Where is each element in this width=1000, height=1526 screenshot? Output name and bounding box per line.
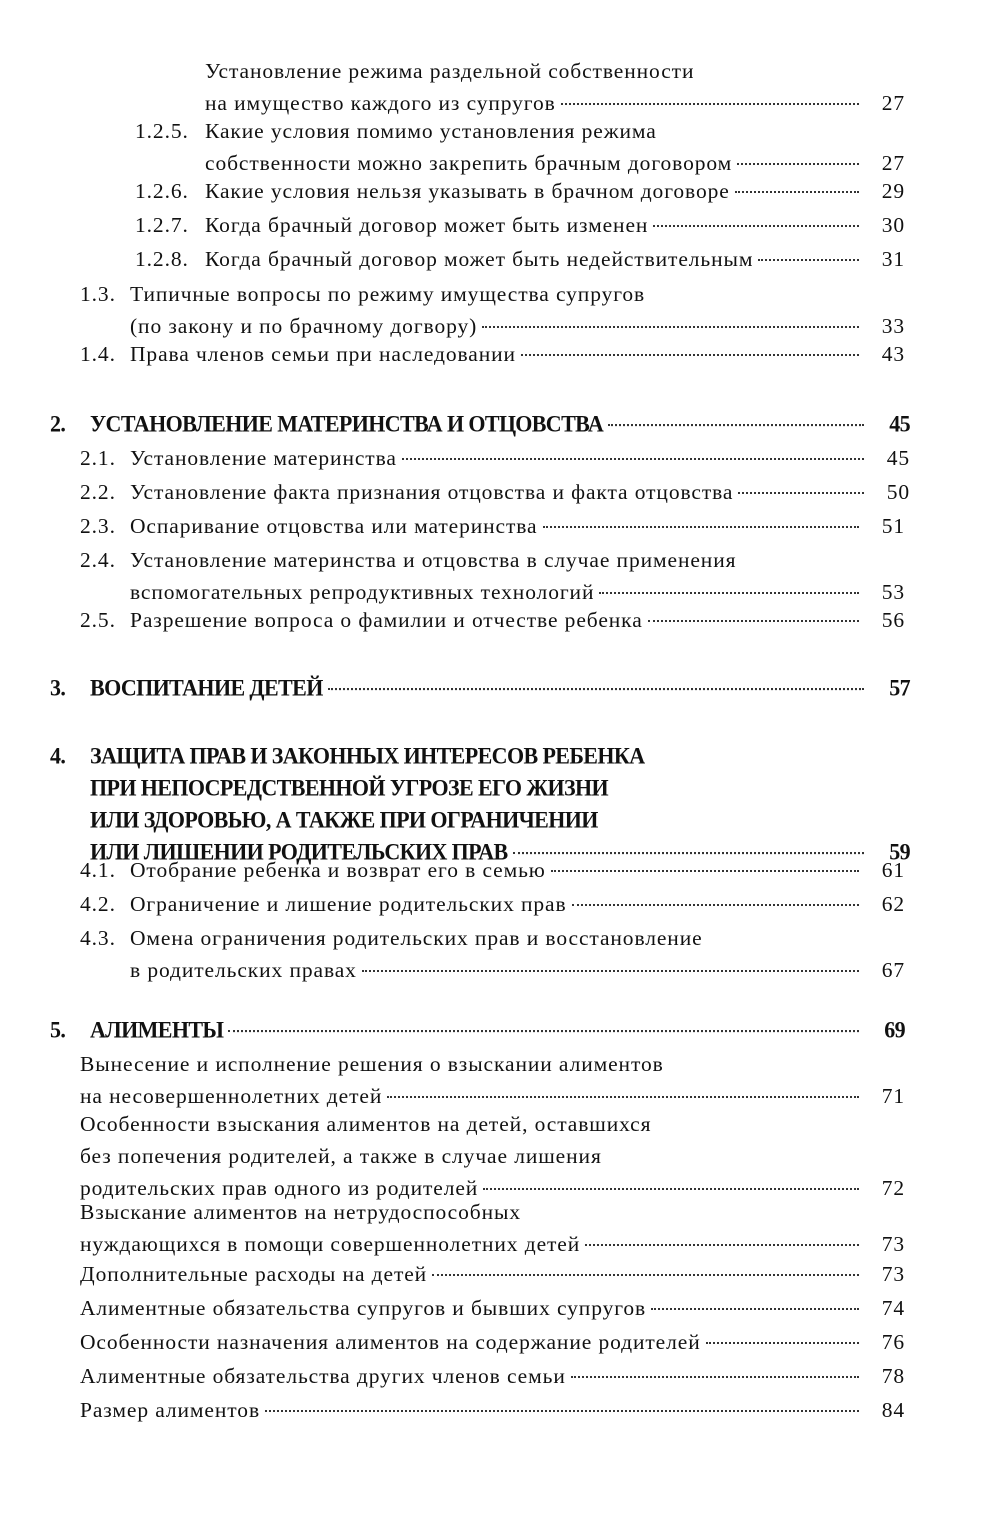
dot-leader [328,687,864,690]
toc-entry-title: ВОСПИТАНИЕ ДЕТЕЙ [90,674,323,701]
toc-entry-title: Типичные вопросы по режиму имущества супругов [130,282,646,306]
toc-entry-title: Установление материнства [130,446,397,470]
toc-entry [80,604,905,636]
toc-page-number: 59 [889,838,910,865]
toc-page-number: 33 [881,314,905,338]
dot-leader [599,591,859,594]
toc-entry-number: 2.1. [80,446,116,470]
toc-entry-line [80,1360,905,1392]
toc-entry-title: вспомогательных репродуктивных технологий [130,580,595,604]
toc-entry-number: 4.1. [80,858,116,882]
toc-entry-number: 1.2.6. [135,179,189,203]
toc-entry-title: Установление факта признания отцовства и факта отцовства [130,480,734,504]
dot-leader [737,162,859,165]
toc-entry-line [80,1048,905,1080]
toc-entry-line [80,1258,905,1290]
toc-entry [80,442,910,474]
toc-entry-number: 2. [50,410,66,437]
toc-page-number: 62 [881,892,905,916]
toc-entry-line [80,1292,905,1324]
toc-page-number: 45 [886,446,910,470]
dot-leader [608,423,864,426]
dot-leader [543,525,860,528]
toc-entry-line [90,407,910,441]
toc-entry-title: АЛИМЕНТЫ [90,1016,224,1043]
dot-leader [706,1341,859,1344]
dot-leader [482,325,859,328]
toc-entry-line [130,510,905,542]
toc-entry-number: 4.2. [80,892,116,916]
toc-entry-line [130,544,905,576]
toc-entry-line [130,604,905,636]
dot-leader [585,1243,859,1246]
toc-entry-title: ПРИ НЕПОСРЕДСТВЕННОЙ УГРОЗЕ ЕГО ЖИЗНИ [90,774,609,801]
toc-page-number: 51 [881,514,905,538]
toc-entry-number: 1.2.7. [135,213,189,237]
toc-page-number: 30 [881,213,905,237]
toc-entry-number: 2.4. [80,548,116,572]
toc-entry-number: 2.3. [80,514,116,538]
toc-entry [80,278,905,342]
toc-page-number: 29 [881,179,905,203]
toc-page-number: 57 [889,674,910,701]
toc-entry-number: 1.3. [80,282,116,306]
toc-entry-line [90,771,910,805]
dot-leader [521,353,859,356]
toc-entry-number: 2.5. [80,608,116,632]
toc-page-number: 69 [884,1016,905,1043]
toc-entry [80,510,905,542]
toc-page-number: 27 [881,91,905,115]
dot-leader [228,1029,859,1032]
toc-page-number: 78 [881,1364,905,1388]
toc-entry [80,338,905,370]
toc-entry-title: Когда брачный договор может быть изменен [205,213,649,237]
toc-entry-title: Размер алиментов [80,1398,260,1422]
toc-entry-line [90,739,910,773]
toc-entry [135,243,905,275]
toc-entry [80,544,905,608]
dot-leader [738,491,864,494]
toc-entry-title: Взыскание алиментов на нетрудоспособных [80,1200,522,1224]
toc-entry-line [90,671,910,705]
toc-entry [80,1292,905,1324]
toc-entry [80,922,905,986]
toc-entry [135,115,905,179]
toc-entry-title: Оспаривание отцовства или материнства [130,514,538,538]
toc-entry-title: Когда брачный договор может быть недействительным [205,247,754,271]
toc-entry-title: (по закону и по брачному догвору) [130,314,478,338]
dot-leader [402,457,864,460]
toc-entry-line [80,1228,905,1260]
toc-entry-number: 5. [50,1016,66,1043]
toc-entry-title: Установление материнства и отцовства в случае применения [130,548,737,572]
toc-entry-title: без попечения родителей, а также в случае лишения [80,1144,602,1168]
toc-entry-line [130,338,905,370]
toc-chapter [50,1014,905,1046]
toc-page-number: 53 [881,580,905,604]
toc-entry-number: 1.2.8. [135,247,189,271]
dot-leader [387,1095,859,1098]
toc-entry-line [130,442,910,474]
dot-leader [758,258,859,261]
toc-entry-title: Установление режима раздельной собственности [205,59,695,83]
toc-entry-title: Какие условия нельзя указывать в брачном договоре [205,179,730,203]
dot-leader [362,969,859,972]
toc-entry [80,1326,905,1358]
dot-leader [432,1273,859,1276]
toc-entry-title: собственности можно закрепить брачным договором [205,151,733,175]
toc-page-number: 73 [881,1262,905,1286]
toc-entry-title: Отобрание ребенка и возврат его в семью [130,858,546,882]
toc-chapter [50,408,910,440]
dot-leader [561,102,859,105]
toc-page-number: 61 [881,858,905,882]
toc-entry [80,1360,905,1392]
toc-entry-title: Омена ограничения родительских прав и восстановление [130,926,703,950]
toc-entry-number: 3. [50,674,66,701]
dot-leader [265,1409,859,1412]
toc-entry-title: родительских прав одного из родителей [80,1176,479,1200]
toc-entry [135,175,905,207]
toc-page-number: 43 [881,342,905,366]
toc-entry-title: Разрешение вопроса о фамилии и отчестве ребенка [130,608,643,632]
toc-page-number: 45 [889,410,910,437]
toc-page-number: 31 [881,247,905,271]
toc-entry-title: нуждающихся в помощи совершеннолетних детей [80,1232,581,1256]
toc-entry-line [90,803,910,837]
dot-leader [483,1187,859,1190]
toc-entry-number: 4.3. [80,926,116,950]
toc-entry [80,1258,905,1290]
toc-entry [80,476,910,508]
toc-entry [80,1394,905,1426]
toc-entry-number: 2.2. [80,480,116,504]
toc-page-number: 71 [881,1084,905,1108]
toc-entry-line [80,1196,905,1228]
dot-leader [572,903,859,906]
toc-entry-title: Алиментные обязательства супругов и бывших супругов [80,1296,647,1320]
toc-entry [80,1108,905,1204]
toc-entry-title: Ограничение и лишение родительских прав [130,892,567,916]
toc-entry-line [80,1326,905,1358]
toc-entry-number: 4. [50,742,66,769]
toc-page-number: 27 [881,151,905,175]
dot-leader [571,1375,859,1378]
toc-page-number: 50 [886,480,910,504]
toc-entry-line [205,55,905,87]
toc-entry-line [205,115,905,147]
toc-entry-line [90,1013,905,1047]
toc-entry-line [80,1140,905,1172]
toc-page-number: 74 [881,1296,905,1320]
toc-entry-line [130,476,910,508]
toc-entry-title: Дополнительные расходы на детей [80,1262,428,1286]
dot-leader [735,190,859,193]
toc-page-number: 72 [881,1176,905,1200]
toc-entry [135,209,905,241]
toc-entry [80,1048,905,1112]
toc-page-number: 76 [881,1330,905,1354]
toc-entry-title: Вынесение и исполнение решения о взыскании алиментов [80,1052,664,1076]
toc-entry [80,854,905,886]
toc-entry-line [80,1394,905,1426]
toc-entry-line [205,209,905,241]
dot-leader [648,619,859,622]
toc-page-number: 73 [881,1232,905,1256]
toc-page-number: 67 [881,958,905,982]
toc-entry-line [130,854,905,886]
toc-entry-line [130,278,905,310]
toc-entry-line [130,888,905,920]
toc-page-number: 84 [881,1398,905,1422]
toc-entry-title: ИЛИ ЛИШЕНИИ РОДИТЕЛЬСКИХ ПРАВ [90,838,508,865]
toc-chapter [50,672,910,704]
toc-entry-title: в родительских правах [130,958,357,982]
toc-chapter [50,740,910,868]
toc-entry-title: Какие условия помимо установления режима [205,119,657,143]
toc-entry-title: ЗАЩИТА ПРАВ И ЗАКОННЫХ ИНТЕРЕСОВ РЕБЕНКА [90,742,645,769]
toc-entry-number: 1.4. [80,342,116,366]
toc-entry-line [130,922,905,954]
toc-entry-line [205,175,905,207]
toc-entry-title: на имущество каждого из супругов [205,91,556,115]
toc-entry [80,888,905,920]
toc-entry-line [80,1108,905,1140]
toc-entry-title: Права членов семьи при наследовании [130,342,516,366]
dot-leader [653,224,859,227]
toc-entry-title: Алиментные обязательства других членов семьи [80,1364,566,1388]
toc-entry [205,55,905,119]
dot-leader [551,869,859,872]
toc-entry-line [130,954,905,986]
toc-entry-line [205,243,905,275]
toc-entry-title: ИЛИ ЗДОРОВЬЮ, А ТАКЖЕ ПРИ ОГРАНИЧЕНИИ [90,806,598,833]
toc-entry-title: УСТАНОВЛЕНИЕ МАТЕРИНСТВА И ОТЦОВСТВА [90,410,604,437]
dot-leader [651,1307,859,1310]
toc-entry [80,1196,905,1260]
toc-entry-number: 1.2.5. [135,119,189,143]
toc-entry-title: на несовершеннолетних детей [80,1084,383,1108]
toc-entry-title: Особенности назначения алиментов на содержание родителей [80,1330,701,1354]
toc-entry-title: Особенности взыскания алиментов на детей, оставшихся [80,1112,652,1136]
toc-page-number: 56 [881,608,905,632]
